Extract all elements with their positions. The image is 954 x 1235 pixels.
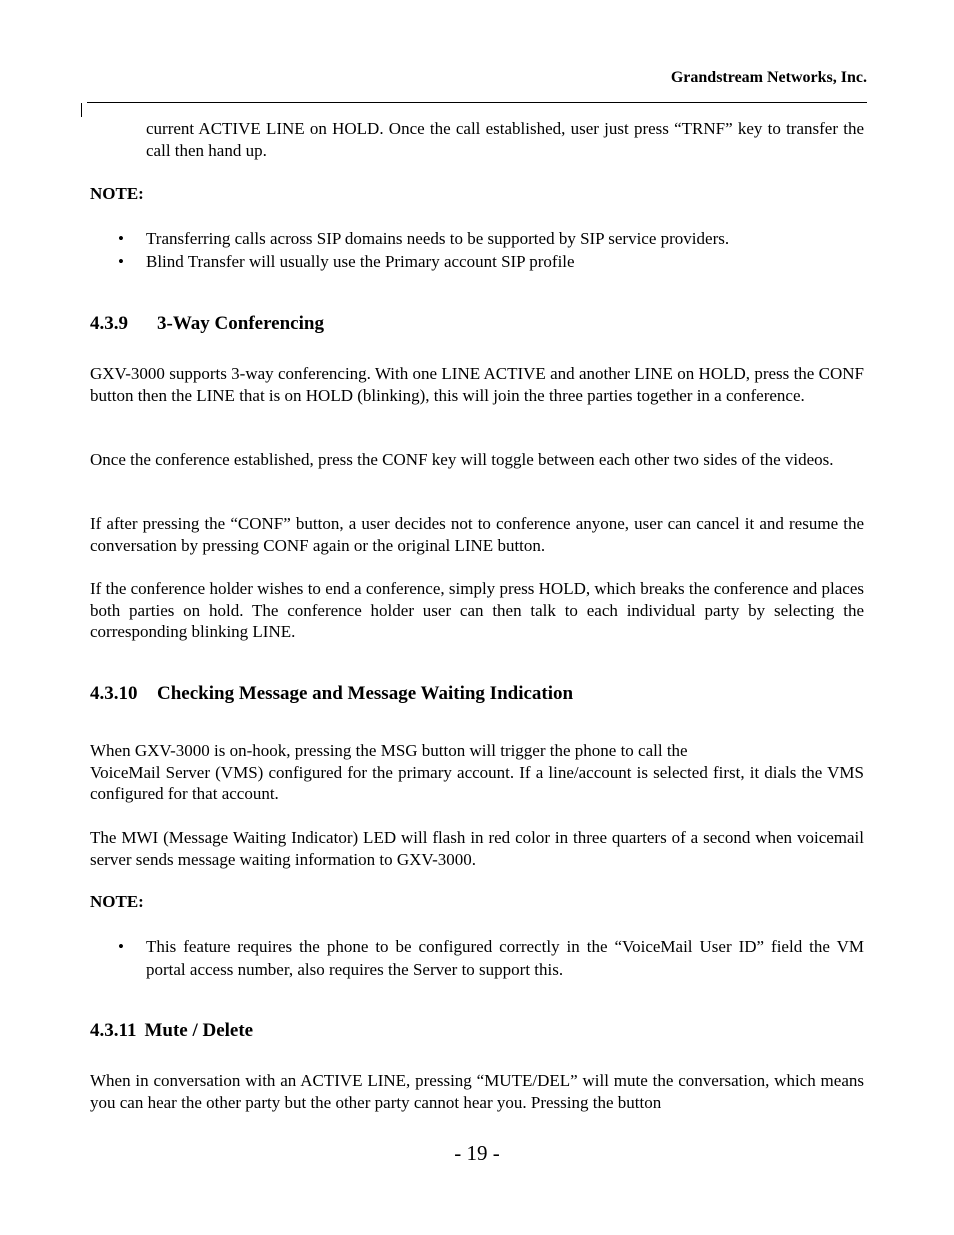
bullet-icon: • bbox=[118, 937, 124, 956]
list-item: • Transferring calls across SIP domains needs to be supported by SIP service providers. bbox=[118, 229, 730, 248]
paragraph: The MWI (Message Waiting Indicator) LED will flash in red color in three quarters of a second when voicemail server sends message waiting information to GXV-3000. bbox=[90, 828, 864, 869]
bullet-icon: • bbox=[118, 229, 124, 248]
section-heading-3way-conferencing bbox=[90, 313, 864, 335]
paragraph: If after pressing the “CONF” button, a user decides not to conference anyone, user can cancel it and resume the conversation by pressing CONF again or the original LINE button. bbox=[90, 514, 864, 555]
note-label: NOTE: bbox=[90, 184, 144, 203]
continued-paragraph: current ACTIVE LINE on HOLD. Once the call established, user just press “TRNF” key to transfer the call then hand up. bbox=[146, 119, 864, 160]
section-number: 4.3.11 bbox=[90, 1020, 137, 1041]
paragraph-continuation: VoiceMail Server (VMS) configured for the primary account. If a line/account is selected first, it dials the VMS configured for that account. bbox=[90, 762, 864, 803]
paragraph bbox=[90, 740, 864, 805]
page-number: - 19 - bbox=[454, 1141, 500, 1165]
header-rule bbox=[87, 102, 867, 103]
paragraph: If the conference holder wishes to end a conference, simply press HOLD, which breaks the conference and places both parties on hold. The conference holder user can then talk to each individual party by selecting the corresponding blinking LINE. bbox=[90, 579, 864, 641]
section-number: 4.3.9 bbox=[90, 313, 128, 334]
section-title: Mute / Delete bbox=[144, 1020, 254, 1041]
paragraph: When in conversation with an ACTIVE LINE, pressing “MUTE/DEL” will mute the conversation, which means you can hear the other party but the other party cannot hear you. Pressing the button bbox=[90, 1071, 864, 1112]
section-title: Checking Message and Message Waiting Indication bbox=[157, 683, 574, 704]
paragraph: Once the conference established, press the CONF key will toggle between each other two sides of the videos. bbox=[90, 450, 834, 469]
note-label: NOTE: bbox=[90, 892, 144, 911]
section-title: 3-Way Conferencing bbox=[157, 313, 324, 334]
list-item: • This feature requires the phone to be configured correctly in the “VoiceMail User ID” field the VM portal access number, also requires the Server to support this. bbox=[118, 937, 864, 979]
paragraph-first-line: When GXV-3000 is on-hook, pressing the MSG button will trigger the phone to call the bbox=[90, 741, 688, 760]
section-heading-message-waiting bbox=[90, 683, 864, 705]
list-item: • Blind Transfer will usually use the Primary account SIP profile bbox=[118, 252, 575, 271]
bullet-icon: • bbox=[118, 252, 124, 271]
paragraph: GXV-3000 supports 3-way conferencing. With one LINE ACTIVE and another LINE on HOLD, press the CONF button then the LINE that is on HOLD (blinking), this will join the three parties together in a conference. bbox=[90, 364, 864, 405]
running-header: Grandstream Networks, Inc. bbox=[670, 69, 867, 86]
section-number: 4.3.10 bbox=[90, 683, 138, 704]
revision-bar bbox=[81, 103, 82, 117]
note-bullet-list bbox=[90, 227, 864, 273]
note-bullet-list bbox=[90, 935, 864, 981]
section-heading-mute-delete bbox=[90, 1020, 864, 1042]
